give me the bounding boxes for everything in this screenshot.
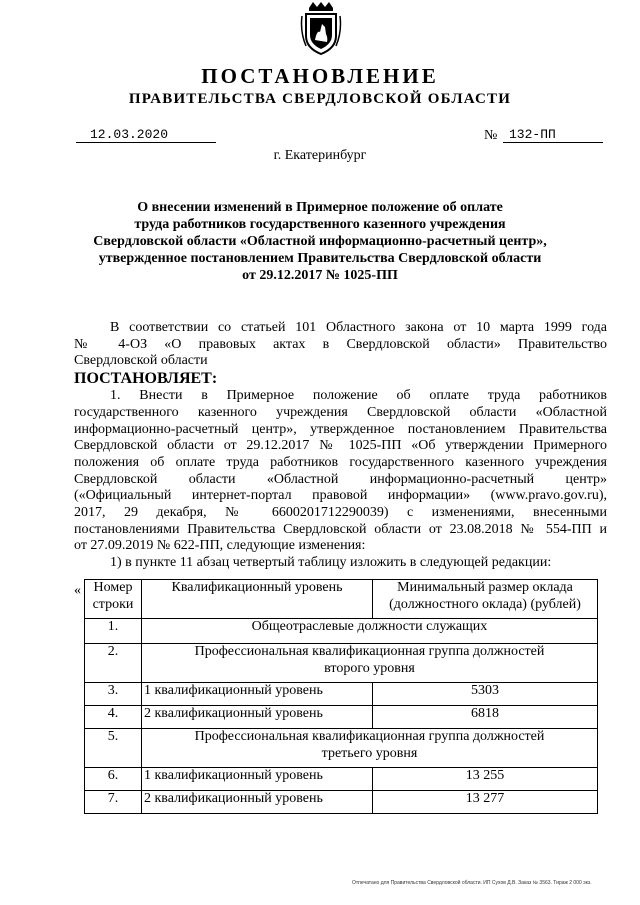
table-row <box>85 729 598 768</box>
row-level: 2 квалификационный уровень <box>142 791 373 814</box>
table-row <box>85 706 598 729</box>
row-num: 1. <box>85 619 142 644</box>
document-date: 12.03.2020 <box>76 127 216 143</box>
document-subtitle: ПРАВИТЕЛЬСТВА СВЕРДЛОВСКОЙ ОБЛАСТИ <box>128 91 512 107</box>
row-level: 1 квалификационный уровень <box>142 683 373 706</box>
header-salary-line: Минимальный размер оклада <box>397 580 573 595</box>
heading-line: труда работников государственного казенного учреждения <box>134 217 506 232</box>
heading-line: от 29.12.2017 № 1025-ПП <box>242 268 398 283</box>
subitem1-line: 1) в пункте 11 абзац четвертый таблицу изложить в следующей редакции: <box>110 555 552 571</box>
heading-line: утвержденное постановлением Правительства Свердловской области <box>98 251 542 266</box>
row-num: 6. <box>85 768 142 791</box>
header-num <box>85 580 142 619</box>
item1-line: 1. Внести в Примерное положение об оплате труда работников <box>110 388 607 404</box>
table-row <box>85 683 598 706</box>
row-group <box>142 729 598 768</box>
document-title: ПОСТАНОВЛЕНИЕ <box>201 64 439 88</box>
row-num: 5. <box>85 729 142 768</box>
number-label: № <box>484 128 498 143</box>
row-level: 1 квалификационный уровень <box>142 768 373 791</box>
row-num: 7. <box>85 791 142 814</box>
header-salary-line: (должностного оклада) (рублей) <box>389 596 581 612</box>
header-salary <box>373 580 598 619</box>
item1-line: от 27.09.2019 № 622-ПП, следующие изменения: <box>74 538 366 554</box>
item1-line: Свердловской области от 29.12.2017 № 1025-ПП «Об утверждении Примерного <box>74 438 607 454</box>
row-salary: 13 277 <box>373 791 598 814</box>
row-salary: 5303 <box>373 683 598 706</box>
item1-line: («Официальный интернет-портал правовой информации» (www.pravo.gov.ru), <box>74 488 607 504</box>
salary-table <box>84 579 598 814</box>
row-num: 2. <box>85 644 142 683</box>
intro-line: Свердловской области <box>74 353 208 369</box>
heading-line: О внесении изменений в Примерное положение об оплате <box>137 200 503 215</box>
table-row <box>85 644 598 683</box>
document-heading <box>80 199 560 284</box>
row-group-line: третьего уровня <box>321 745 418 761</box>
table-row <box>85 619 598 644</box>
document-body <box>74 320 607 572</box>
row-group-line: Профессиональная квалификационная группа должностей <box>194 729 545 744</box>
row-salary: 6818 <box>373 706 598 729</box>
item1-line: информационно-расчетный центр», утвержденное постановлением Правительства <box>74 421 607 437</box>
table-row <box>85 791 598 814</box>
item1-line: постановлениями Правительства Свердловской области от 23.08.2018 № 554-ПП и <box>74 521 607 537</box>
open-quote: « <box>74 583 81 598</box>
row-salary: 13 255 <box>373 768 598 791</box>
intro-line: № 4-ОЗ «О правовых актах в Свердловской области» Правительство <box>74 336 607 352</box>
table-header-row <box>85 580 598 619</box>
item1-line: Свердловской области «Областной информационно-расчетный центр» <box>74 471 607 487</box>
item1-line: положения об оплате труда работников государственного казенного учреждения <box>74 454 607 470</box>
heading-line: Свердловской области «Областной информационно-расчетный центр», <box>93 234 547 249</box>
intro-line: В соответствии со статьей 101 Областного закона от 10 марта 1999 года <box>110 320 607 335</box>
item1-line: 2017, 29 декабря, № 6600201712290039) с изменениями, внесенными <box>74 505 607 521</box>
header-level: Квалификационный уровень <box>142 580 373 619</box>
row-group-line: Общеотраслевые должности служащих <box>251 619 488 634</box>
row-num: 4. <box>85 706 142 729</box>
coat-of-arms-icon <box>300 2 342 56</box>
row-num: 3. <box>85 683 142 706</box>
city: г. Екатеринбург <box>273 148 367 163</box>
print-footer: Отпечатано для Правительства Свердловской области. ИП Сухов Д.В. Заказ № 3563. Тираж 2 000 экз. <box>352 880 592 886</box>
row-level: 2 квалификационный уровень <box>142 706 373 729</box>
header-num-line: строки <box>92 596 134 612</box>
header-num-line: Номер <box>93 580 133 595</box>
resolves-label: ПОСТАНОВЛЯЕТ: <box>74 370 218 388</box>
row-group <box>142 644 598 683</box>
row-group-line: второго уровня <box>324 660 415 676</box>
item1-line: государственного казенного учреждения Свердловской области «Областной <box>74 404 607 420</box>
row-group-line: Профессиональная квалификационная группа должностей <box>194 644 545 659</box>
table-row <box>85 768 598 791</box>
document-number: 132-ПП <box>503 127 603 143</box>
row-group <box>142 619 598 644</box>
